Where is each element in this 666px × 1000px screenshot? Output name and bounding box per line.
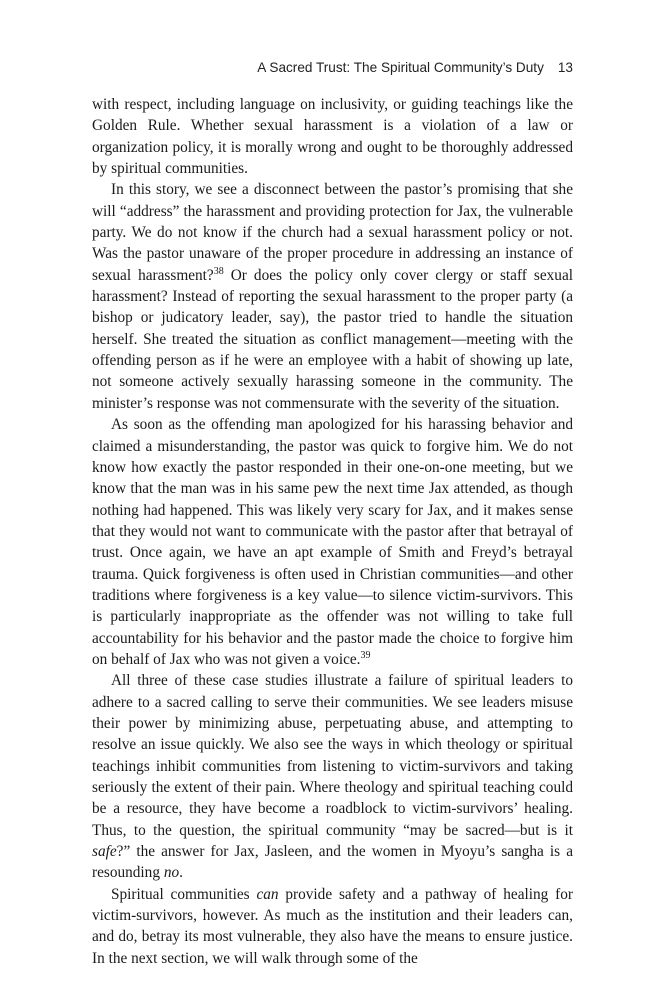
paragraph-2 <box>92 179 573 414</box>
running-title: A Sacred Trust: The Spiritual Community’s Duty <box>257 60 544 75</box>
paragraph-5 <box>92 884 573 969</box>
paragraph-text: Or does the policy only cover clergy or staff sexual harassment? Instead of reporting the sexual harassment to the proper party (a bishop or judicatory leader, say), the pastor tried to handle the situation herself. She treated the situation as conflict management—meeting with the offending person as if he were an employee with a habit of showing up late, not someone actively sexually harassing someone in the community. The minister’s response was not commensurate with the severity of the situation. <box>92 266 573 412</box>
body-text <box>92 94 573 969</box>
paragraph-3 <box>92 414 573 670</box>
paragraph-text: All three of these case studies illustrate a failure of spiritual leaders to adhere to a sacred calling to serve their communities. We see leaders misuse their power by minimizing abuse, perpetuating abuse, and attempting to resolve an issue quickly. We also see the ways in which theology or spiritual teachings inhibit communities from listening to victim-survivors and taking seriously the extent of their pain. Where theology and spiritual teaching could be a resource, they have become a roadblock to victim-survivors’ healing. Thus, to the question, the spiritual community “may be sacred—but is it <box>92 672 573 839</box>
paragraph-1 <box>92 94 573 179</box>
paragraph-text: In this story, we see a disconnect between the pastor’s promising that she will “address” the harassment and providing protection for Jax, the vulnerable party. We do not know if the church had a sexual harassment policy or not. Was the pastor unaware of the proper procedure in addressing an instance of sexual harassment? <box>92 181 573 284</box>
emphasis-can: can <box>256 885 279 903</box>
paragraph-text: Spiritual communities <box>111 885 257 903</box>
paragraph-text: with respect, including language on inclusivity, or guiding teachings like the Golden Rule. Whether sexual harassment is a violation of a law or organization policy, it is morally wrong and ought to be thoroughly addressed by spiritual communities. <box>92 96 573 178</box>
emphasis-no: no <box>163 864 180 882</box>
paragraph-text: . <box>179 864 183 882</box>
emphasis-safe: safe <box>92 843 117 861</box>
paragraph-4 <box>92 670 573 883</box>
running-header <box>92 60 573 75</box>
footnote-ref-38[interactable]: 38 <box>213 265 224 277</box>
paragraph-text: As soon as the offending man apologized for his harassing behavior and claimed a misunderstanding, the pastor was quick to forgive him. We do not know how exactly the pastor responded in their one-on-one meeting, but we know that the man was in his same pew the next time Jax attended, as though nothing had happened. This was likely very scary for Jax, and it makes sense that they would not want to communicate with the pastor after that betrayal of trust. Once again, we have an apt example of Smith and Freyd’s betrayal trauma. Quick forgiveness is often used in Christian communities—and other traditions where forgiveness is a key value—to silence victim-survivors. This is particularly inappropriate as the offender was not willing to take full accountability for his behavior and the pastor made the choice to forgive him on behalf of Jax who was not given a voice. <box>92 416 573 668</box>
footnote-ref-39[interactable]: 39 <box>360 649 371 661</box>
paragraph-text: ?” the answer for Jax, Jasleen, and the women in Myoyu’s sangha is a resounding <box>92 843 573 882</box>
paragraph-text: provide safety and a pathway of healing for victim-survivors, however. As much as the institution and their leaders can, and do, betray its most vulnerable, they also have the means to ensure justice. In the next section, we will walk through some of the <box>92 885 573 967</box>
page-number: 13 <box>557 60 573 75</box>
